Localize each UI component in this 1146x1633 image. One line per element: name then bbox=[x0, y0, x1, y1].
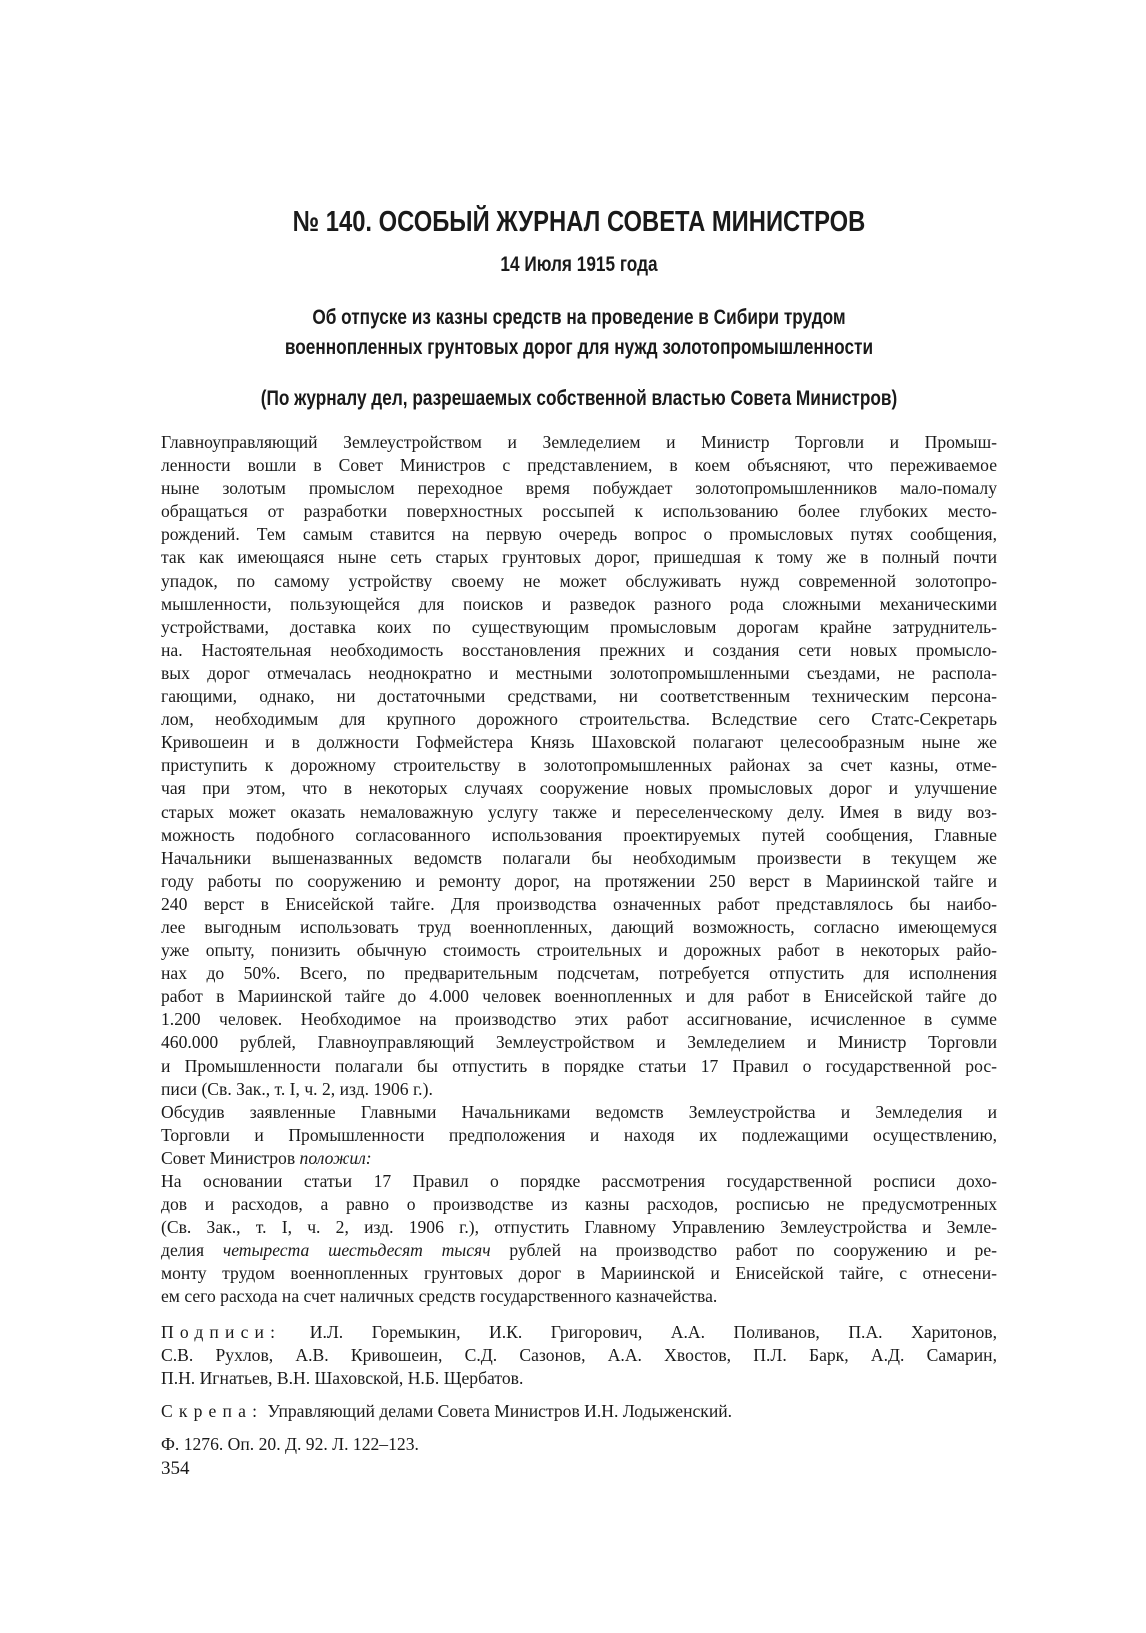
document-title: № 140. ОСОБЫЙ ЖУРНАЛ СОВЕТА МИНИСТРОВ bbox=[292, 206, 866, 238]
paragraph-1-line: ленности вошли в Совет Министров с представлением, в коем объясняют, что переживаемое bbox=[161, 455, 997, 476]
resolution-word: положил: bbox=[299, 1147, 372, 1168]
document-page bbox=[161, 200, 997, 1456]
paragraph-3 bbox=[161, 1170, 997, 1309]
paragraph-1-line: 240 верст в Енисейской тайге. Для производства означенных работ представлялось бы наибо- bbox=[161, 893, 997, 914]
amount-in-words: четыреста шестьдесят тысяч bbox=[222, 1240, 491, 1261]
paragraph-1-line: мышленности, пользующейся для поисков и разведок разного рода сложными механическими bbox=[161, 593, 997, 614]
paragraph-1-line: Кривошеин и в должности Гофмейстера Князь Шаховской полагают целесообразным ныне же bbox=[161, 732, 997, 753]
paragraph-1-line: Начальники вышеназванных ведомств полагали бы необходимым произвести в текущем же bbox=[161, 847, 997, 868]
signatures-names: И.Л. Горемыкин, И.К. Григорович, А.А. Поливанов, П.А. Харитонов, bbox=[309, 1321, 998, 1342]
paragraph-1-line: чая при этом, что в некоторых случаях сооружение новых промысловых дорог и улучшение bbox=[161, 778, 997, 799]
paragraph-1-line: упадок, по самому устройству своему не может обслуживать нужд современной золотопро- bbox=[161, 570, 997, 591]
paragraph-1-line: лее выгодным использовать труд военнопленных, дающий возможность, согласно имеющемуся bbox=[161, 916, 997, 937]
paragraph-2-line: Обсудив заявленные Главными Начальниками ведомств Землеустройства и Земледелия и bbox=[161, 1101, 997, 1122]
paragraph-1-line: гающими, однако, ни достаточными средствами, ни соответственным техническим персона- bbox=[161, 686, 997, 707]
paragraph-1-line: 460.000 рублей, Главноуправляющий Землеустройством и Земледелием и Министр Торговли bbox=[161, 1032, 997, 1053]
paragraph-1-line: году работы по сооружению и ремонту дорог, на протяжении 250 верст в Мариинской тайге и bbox=[161, 870, 997, 891]
paragraph-1-line: обращаться от разработки поверхностных россыпей к использованию более глубоких место- bbox=[161, 501, 997, 522]
paragraph-3-line: дов и расходов, а равно о производстве из казны расходов, росписью не предусмотренных bbox=[161, 1194, 997, 1215]
paragraph-3-line: (Св. Зак., т. I, ч. 2, изд. 1906 г.), отпустить Главному Управлению Землеустройства и Земле- bbox=[161, 1217, 997, 1238]
clip-block bbox=[161, 1400, 997, 1423]
paragraph-1-line: Главноуправляющий Землеустройством и Земледелием и Министр Торговли и Промыш- bbox=[161, 432, 997, 452]
clip-line bbox=[161, 1400, 997, 1423]
paragraph-3-line: монту трудом военнопленных грунтовых дорог в Мариинской и Енисейской тайге, с отнесени- bbox=[161, 1263, 997, 1284]
paragraph-1-line: лом, необходимым для крупного дорожного строительства. Вследствие сего Статс-Секретарь bbox=[161, 709, 997, 730]
paragraph-1-line: так как имеющаяся ныне сеть старых грунтовых дорог, пришедшая к тому же в полный почти bbox=[161, 547, 997, 568]
paragraph-1-line: уже опыту, понизить обычную стоимость строительных и дорожных работ в некоторых райо- bbox=[161, 940, 997, 961]
archive-reference-text: Ф. 1276. Оп. 20. Д. 92. Л. 122–123. bbox=[161, 1433, 419, 1454]
paragraph-1-line: можность подобного согласованного использования проектируемых путей сообщения, Главные bbox=[161, 824, 997, 845]
paragraph-1-line: писи (Св. Зак., т. I, ч. 2, изд. 1906 г.). bbox=[161, 1078, 433, 1099]
clip-text: Управляющий делами Совета Министров И.Н. Лодыженский. bbox=[267, 1400, 733, 1421]
paragraph-1-line: старых может оказать немаловажную услугу также и переселенческому делу. Имея в виду воз- bbox=[161, 801, 997, 822]
signatures-line: С.В. Рухлов, А.В. Кривошеин, С.Д. Сазонов, А.А. Хвостов, П.Л. Барк, А.Д. Самарин, bbox=[161, 1344, 997, 1365]
paragraph-1-line: рождений. Тем самым ставится на первую очередь вопрос о промысловых путях сообщения, bbox=[161, 524, 997, 545]
paragraph-1-line: 1.200 человек. Необходимое на производство этих работ ассигнование, исчисленное в сумме bbox=[161, 1009, 997, 1030]
paragraph-3-line: ем сего расхода на счет наличных средств государственного казначейства. bbox=[161, 1286, 718, 1307]
paragraph-1-line: вых дорог отмечалась неоднократно и местными золотопромышленными съездами, не распола- bbox=[161, 662, 997, 683]
paragraph-2 bbox=[161, 1101, 997, 1170]
document-body bbox=[161, 431, 997, 1456]
paragraph-1-line: на. Настоятельная необходимость восстановления прежних и создания сети новых промысло- bbox=[161, 639, 997, 660]
paragraph-1 bbox=[161, 431, 997, 1101]
document-date: 14 Июля 1915 года bbox=[500, 253, 658, 276]
paragraph-3-line bbox=[161, 1239, 997, 1262]
subject-line-2: военнопленных грунтовых дорог для нужд золотопромышленности bbox=[284, 336, 874, 359]
document-subject bbox=[236, 303, 922, 363]
subject-line-1: Об отпуске из казны средств на проведение в Сибири трудом bbox=[312, 306, 846, 329]
signatures-line bbox=[161, 1321, 997, 1344]
page-number: 354 bbox=[161, 1458, 190, 1479]
paragraph-1-line: приступить к дорожному строительству в золотопромышленных районах за счет казны, отме- bbox=[161, 755, 997, 776]
paragraph-2-line bbox=[161, 1147, 997, 1170]
signatures-block bbox=[161, 1321, 997, 1390]
paragraph-3-text: делия bbox=[161, 1240, 205, 1261]
paragraph-1-line: ныне золотым промыслом переходное время побуждает золотопромышленников мало-помалу bbox=[161, 478, 997, 499]
paragraph-1-line: работ в Мариинской тайге до 4.000 человек военнопленных и для работ в Енисейской тайге до bbox=[161, 986, 997, 1007]
signatures-line: П.Н. Игнатьев, В.Н. Шаховской, Н.Б. Щербатов. bbox=[161, 1367, 524, 1388]
paragraph-2-text: Совет Министров bbox=[161, 1147, 296, 1168]
paragraph-3-line: На основании статьи 17 Правил о порядке рассмотрения государственной росписи дохо- bbox=[161, 1171, 997, 1191]
clip-label: Скрепа: bbox=[161, 1400, 264, 1421]
paragraph-1-line: и Промышленности полагали бы отпустить в порядке статьи 17 Правил о государственной рос- bbox=[161, 1055, 997, 1076]
signatures-label: Подписи: bbox=[161, 1321, 282, 1342]
paragraph-1-line: устройствами, доставка коих по существующим промысловым дорогам крайне затруднитель- bbox=[161, 616, 997, 637]
archive-reference bbox=[161, 1433, 997, 1456]
paragraph-1-line: нах до 50%. Всего, по предварительным подсчетам, потребуется отпустить для исполнения bbox=[161, 963, 997, 984]
paragraph-2-line: Торговли и Промышленности предположения и находя их подлежащими осуществлению, bbox=[161, 1124, 997, 1145]
source-note: (По журналу дел, разрешаемых собственной властью Совета Министров) bbox=[260, 387, 898, 410]
paragraph-3-text: рублей на производство работ по сооружению и ре- bbox=[509, 1240, 997, 1261]
